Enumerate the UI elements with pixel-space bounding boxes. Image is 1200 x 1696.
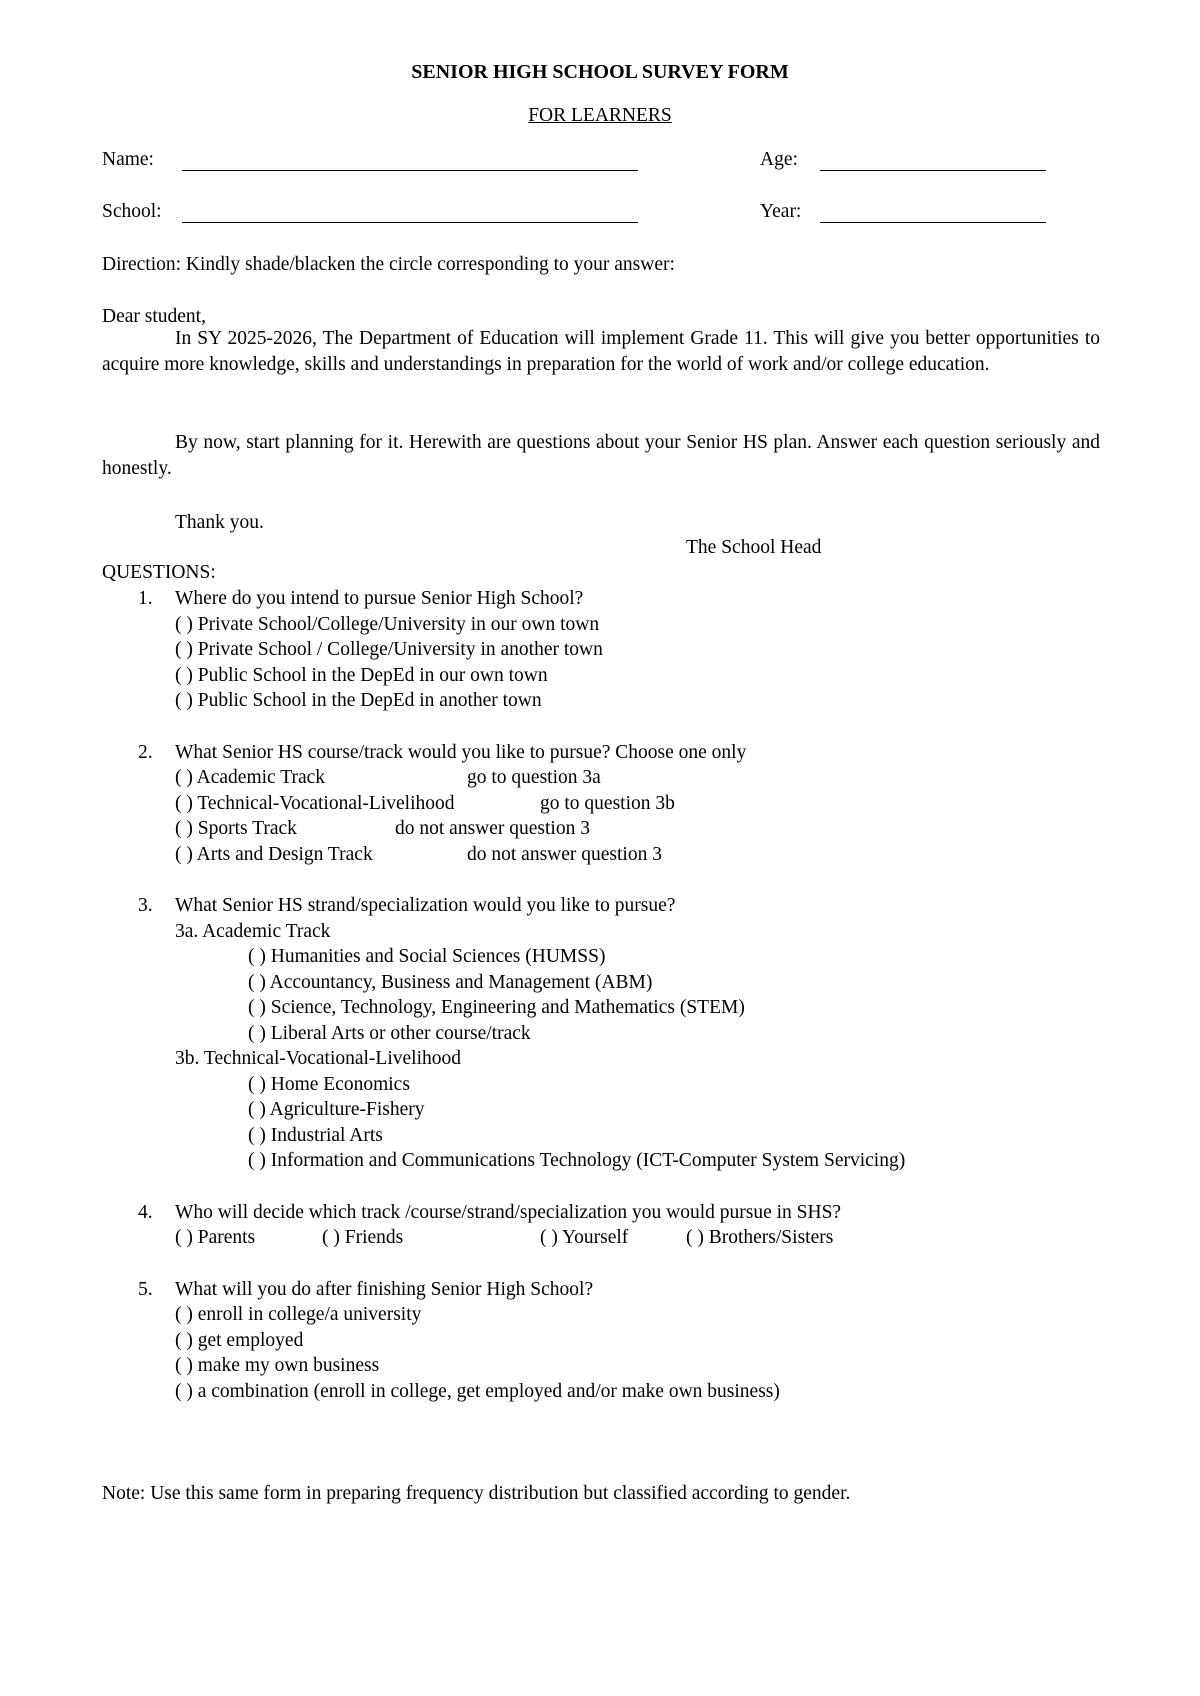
q2-option[interactable]: ( ) Arts and Design Track <box>175 844 373 865</box>
q1-number: 1. <box>138 588 153 609</box>
school-field-line[interactable] <box>182 222 638 223</box>
footer-note: Note: Use this same form in preparing frequency distribution but classified according to gender. <box>102 1483 851 1504</box>
q4-option[interactable]: ( ) Yourself <box>540 1227 629 1248</box>
q2-option[interactable]: ( ) Technical-Vocational-Livelihood <box>175 793 455 814</box>
q3a-option[interactable]: ( ) Liberal Arts or other course/track <box>248 1023 531 1044</box>
q1-option[interactable]: ( ) Public School in the DepEd in another town <box>175 690 542 711</box>
q3b-option[interactable]: ( ) Information and Communications Technology (ICT-Computer System Servicing) <box>248 1150 906 1171</box>
q4-option[interactable]: ( ) Parents <box>175 1227 256 1248</box>
q1-option[interactable]: ( ) Private School / College/University in another town <box>175 639 603 660</box>
q3b-option[interactable]: ( ) Industrial Arts <box>248 1125 383 1146</box>
closing-text: Thank you. <box>175 512 264 533</box>
q3a-option[interactable]: ( ) Accountancy, Business and Management (ABM) <box>248 972 653 993</box>
letter-paragraph-1 <box>102 326 1100 377</box>
q3-number: 3. <box>138 895 153 916</box>
q5-number: 5. <box>138 1279 153 1300</box>
q2-option-note: do not answer question 3 <box>467 844 662 865</box>
questions-heading: QUESTIONS: <box>102 562 216 583</box>
q4-number: 4. <box>138 1202 153 1223</box>
q4-option[interactable]: ( ) Friends <box>322 1227 404 1248</box>
q5-text: What will you do after finishing Senior High School? <box>175 1279 594 1300</box>
q4-text: Who will decide which track /course/strand/specialization you would pursue in SHS? <box>175 1202 842 1223</box>
q1-option[interactable]: ( ) Public School in the DepEd in our own town <box>175 665 548 686</box>
q5-option[interactable]: ( ) a combination (enroll in college, get employed and/or make own business) <box>175 1381 780 1402</box>
form-subtitle: FOR LEARNERS <box>528 105 672 126</box>
q3b-option[interactable]: ( ) Agriculture-Fishery <box>248 1099 425 1120</box>
q3b-option[interactable]: ( ) Home Economics <box>248 1074 410 1095</box>
q2-option-note: do not answer question 3 <box>395 818 590 839</box>
school-label: School: <box>102 201 162 222</box>
q2-option-note: go to question 3b <box>540 793 675 814</box>
age-label: Age: <box>760 149 798 170</box>
name-label: Name: <box>102 149 154 170</box>
q5-option[interactable]: ( ) get employed <box>175 1330 304 1351</box>
year-label: Year: <box>760 201 802 222</box>
letter-paragraph-1-text: In SY 2025-2026, The Department of Education will implement Grade 11. This will give you better opportunities to acquire more knowledge, skills and understandings in preparation for the world of work and/or college education. <box>102 328 1100 375</box>
q5-option[interactable]: ( ) make my own business <box>175 1355 380 1376</box>
q1-text: Where do you intend to pursue Senior High School? <box>175 588 584 609</box>
q3a-option[interactable]: ( ) Science, Technology, Engineering and Mathematics (STEM) <box>248 997 745 1018</box>
q5-option[interactable]: ( ) enroll in college/a university <box>175 1304 422 1325</box>
letter-paragraph-2-text: By now, start planning for it. Herewith are questions about your Senior HS plan. Answer each question seriously and honestly. <box>102 432 1100 479</box>
salutation: Dear student, <box>102 306 206 327</box>
q2-text: What Senior HS course/track would you like to pursue? Choose one only <box>175 742 747 763</box>
direction-text: Direction: Kindly shade/blacken the circle corresponding to your answer: <box>102 254 675 275</box>
q3a-option[interactable]: ( ) Humanities and Social Sciences (HUMSS) <box>248 946 606 967</box>
q4-option[interactable]: ( ) Brothers/Sisters <box>686 1227 834 1248</box>
letter-paragraph-2 <box>102 430 1100 481</box>
q3a-heading: 3a. Academic Track <box>175 921 331 942</box>
q2-option[interactable]: ( ) Sports Track <box>175 818 297 839</box>
q3b-heading: 3b. Technical-Vocational-Livelihood <box>175 1048 461 1069</box>
q2-number: 2. <box>138 742 153 763</box>
q2-option[interactable]: ( ) Academic Track <box>175 767 326 788</box>
name-field-line[interactable] <box>182 170 638 171</box>
form-title: SENIOR HIGH SCHOOL SURVEY FORM <box>411 61 789 83</box>
q2-option-note: go to question 3a <box>467 767 601 788</box>
q3-text: What Senior HS strand/specialization would you like to pursue? <box>175 895 676 916</box>
age-field-line[interactable] <box>820 170 1046 171</box>
q1-option[interactable]: ( ) Private School/College/University in our own town <box>175 614 600 635</box>
year-field-line[interactable] <box>820 222 1046 223</box>
signature-text: The School Head <box>686 537 822 558</box>
